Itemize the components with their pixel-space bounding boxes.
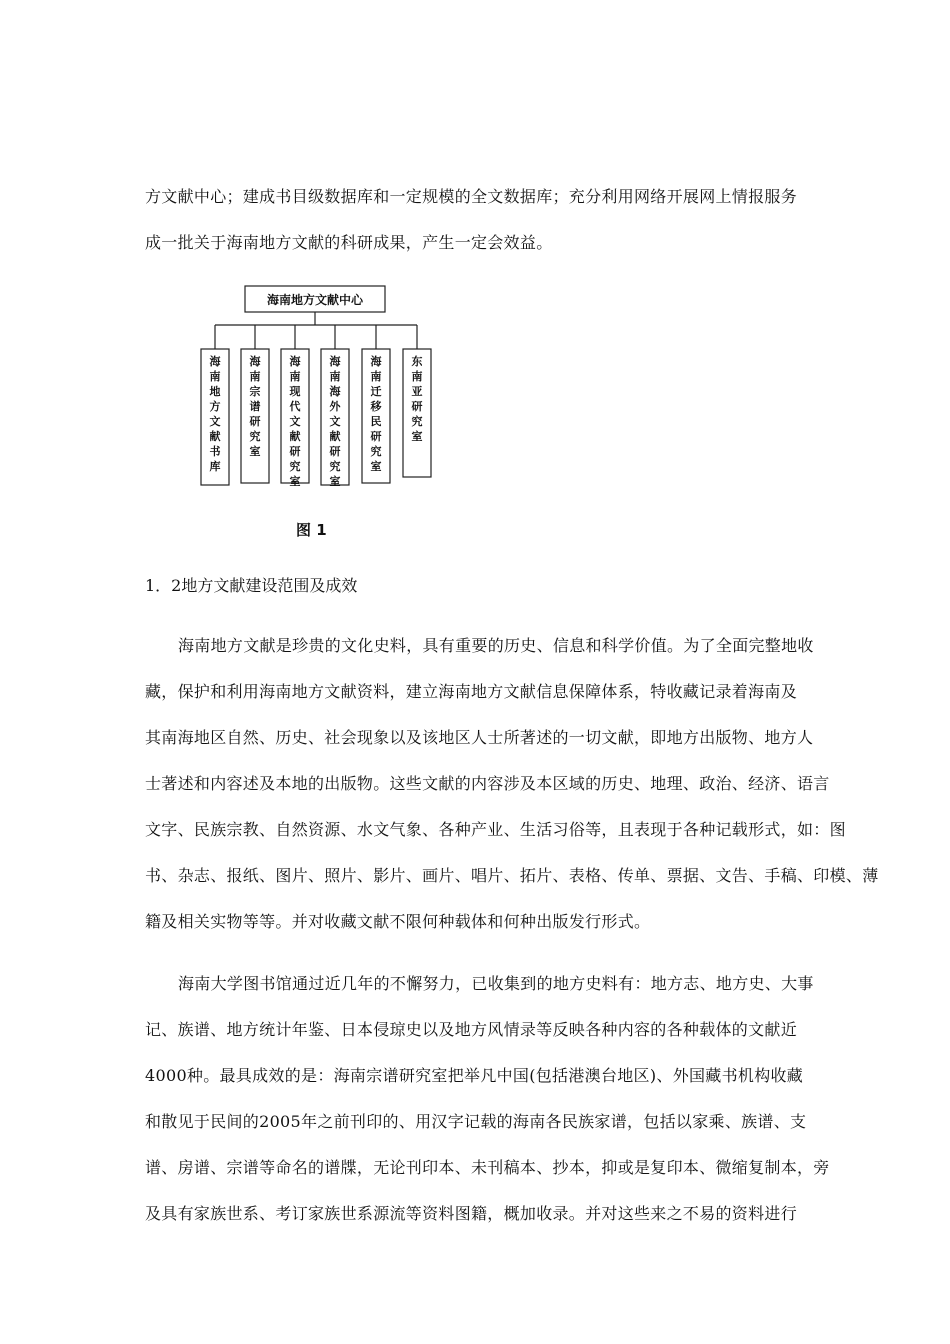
- org-box-3-char: 代: [289, 400, 301, 413]
- para1-line-1: 海南地方文献是珍贵的文化史料，具有重要的历史、信息和科学价值。为了全面完整地收: [178, 636, 814, 655]
- org-box-6-char: 南: [411, 370, 423, 383]
- org-box-1-char: 方: [209, 400, 221, 413]
- org-box-3-char: 海: [289, 355, 301, 368]
- org-box-3-char: 究: [289, 460, 301, 473]
- para1-line-4: 士著述和内容述及本地的出版物。这些文献的内容涉及本区域的历史、地理、政治、经济、语言: [145, 774, 830, 793]
- para2-line-1: 海南大学图书馆通过近几年的不懈努力，已收集到的地方史料有：地方志、地方史、大事: [178, 974, 814, 993]
- para2-line-2: 记、族谱、地方统计年鉴、日本侵琼史以及地方风情录等反映各种内容的各种载体的文献近: [145, 1020, 798, 1039]
- org-chart: [195, 283, 435, 493]
- org-box-6-char: 研: [411, 400, 423, 413]
- para1-line-2: 藏，保护和利用海南地方文献资料，建立海南地方文献信息保障体系，特收藏记录着海南及: [145, 682, 798, 701]
- org-box-5-char: 迁: [370, 385, 382, 398]
- org-box-3-char: 室: [289, 475, 301, 488]
- para2-line-5: 谱、房谱、宗谱等命名的谱牒，无论刊印本、未刊稿本、抄本，抑或是复印本、微缩复制本，旁: [145, 1158, 830, 1177]
- figure-caption: 图 1: [296, 521, 327, 539]
- org-box-4-char: 文: [329, 415, 341, 428]
- org-box-4-char: 海: [329, 385, 341, 398]
- org-box-1-char: 文: [209, 415, 221, 428]
- org-box-5-char: 究: [370, 445, 382, 458]
- org-box-4-char: 室: [329, 475, 341, 488]
- org-box-2-char: 谱: [249, 400, 261, 413]
- org-box-4-char: 南: [329, 370, 341, 383]
- org-box-2-char: 究: [249, 430, 261, 443]
- para1-line-3: 其南海地区自然、历史、社会现象以及该地区人士所著述的一切文献，即地方出版物、地方人: [145, 728, 814, 747]
- org-box-1-char: 南: [209, 370, 221, 383]
- org-box-4-char: 研: [329, 445, 341, 458]
- org-box-1-char: 地: [209, 385, 221, 398]
- org-box-5-char: 移: [370, 400, 382, 413]
- org-box-2-char: 南: [249, 370, 261, 383]
- para1-line-7: 籍及相关实物等等。并对收藏文献不限何种载体和何种出版发行形式。: [145, 912, 651, 931]
- org-box-3-char: 献: [289, 430, 301, 443]
- org-box-3-char: 研: [289, 445, 301, 458]
- org-box-5-char: 研: [370, 430, 382, 443]
- org-box-3-char: 现: [289, 385, 301, 398]
- org-box-4-char: 究: [329, 460, 341, 473]
- org-box-1-char: 库: [209, 460, 221, 473]
- org-box-2-char: 宗: [249, 385, 261, 398]
- para2-line-4: 和散见于民间的2005年之前刊印的、用汉字记载的海南各民族家谱，包括以家乘、族谱、支: [145, 1112, 807, 1131]
- org-box-1-char: 海: [209, 355, 221, 368]
- para1-line-6: 书、杂志、报纸、图片、照片、影片、画片、唱片、拓片、表格、传单、票据、文告、手稿、印模、薄: [145, 866, 879, 885]
- org-box-1-char: 献: [209, 430, 221, 443]
- para1-line-5: 文字、民族宗教、自然资源、水文气象、各种产业、生活习俗等，且表现于各种记载形式，如：图: [145, 820, 846, 839]
- org-box-6: [403, 349, 431, 477]
- para2-line-6: 及具有家族世系、考订家族世系源流等资料图籍，概加收录。并对这些来之不易的资料进行: [145, 1204, 798, 1223]
- org-box-2-char: 室: [249, 445, 261, 458]
- org-box-5-char: 南: [370, 370, 382, 383]
- org-box-6-char: 室: [411, 430, 423, 443]
- org-box-5-char: 海: [370, 355, 382, 368]
- section-heading: 1．2地方文献建设范围及成效: [145, 576, 358, 595]
- org-box-3-char: 文: [289, 415, 301, 428]
- org-box-2-char: 研: [249, 415, 261, 428]
- org-box-4-char: 外: [329, 400, 341, 413]
- org-root-label: 海南地方文献中心: [266, 293, 364, 307]
- org-box-1-char: 书: [209, 445, 221, 458]
- org-box-5-char: 民: [370, 415, 382, 428]
- org-box-5-char: 室: [370, 460, 382, 473]
- org-box-4-char: 献: [329, 430, 341, 443]
- org-box-2-char: 海: [249, 355, 261, 368]
- org-box-6-char: 东: [411, 355, 423, 368]
- org-box-6-char: 亚: [411, 385, 423, 398]
- intro-line-1: 方文献中心；建成书目级数据库和一定规模的全文数据库；充分利用网络开展网上情报服务: [145, 187, 798, 206]
- intro-line-2: 成一批关于海南地方文献的科研成果，产生一定会效益。: [145, 233, 553, 252]
- org-box-3-char: 南: [289, 370, 301, 383]
- para2-line-3: 4000种。最具成效的是：海南宗谱研究室把举凡中国(包括港澳台地区)、外国藏书机构收藏: [145, 1066, 804, 1085]
- org-box-6-char: 究: [411, 415, 423, 428]
- org-box-4-char: 海: [329, 355, 341, 368]
